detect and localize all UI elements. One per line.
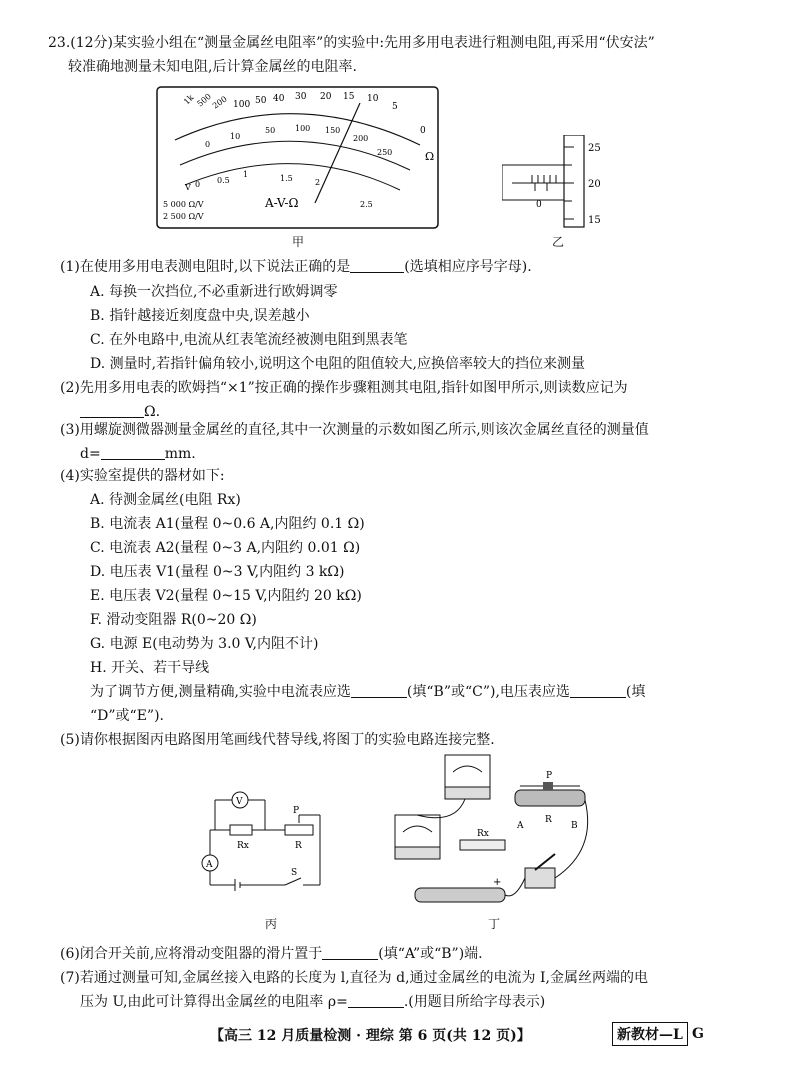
- apparatus-figure: [385, 750, 605, 910]
- question-stem-line1: 23.(12分)某实验小组在“测量金属丝电阻率”的实验中:先用多用电表进行粗测电阻,再采用“伏安法”: [48, 35, 655, 51]
- meter-ohm-tick-100: 100: [233, 100, 251, 110]
- meter-ohm-tick-200: 200: [210, 94, 229, 111]
- q4-item-h: H. 开关、若干导线: [90, 660, 210, 676]
- circuit-p: P: [293, 806, 300, 816]
- meter-ohm-tick-500: 500: [195, 91, 213, 109]
- apparatus-rx: Rx: [477, 829, 489, 839]
- q6-line: [60, 945, 483, 963]
- q4-item-g: G. 电源 E(电动势为 3.0 V,内阻不计): [90, 636, 319, 652]
- q7-line2-pre: 压为 U,由此可计算得出金属丝的电阻率 ρ=: [80, 994, 348, 1010]
- q1-prompt-post: (选填相应序号字母).: [404, 259, 532, 275]
- q4-item-a: A. 待测金属丝(电阻 Rx): [90, 492, 241, 508]
- q2-line1: (2)先用多用电表的欧姆挡“×1”按正确的操作步骤粗测其电阻,指针如图甲所示,则读数应记为: [60, 380, 628, 396]
- meter-ohm-tick-40: 40: [273, 94, 285, 104]
- q1-option-c: C. 在外电路中,电流从红表笔流经被测电阻到黑表笔: [90, 332, 408, 348]
- meter-a-tick-2: 2: [315, 178, 321, 187]
- q2-unit: Ω.: [144, 404, 161, 420]
- q4-item-c: C. 电流表 A2(量程 0~3 A,内阻约 0.01 Ω): [90, 540, 361, 556]
- apparatus-p: P: [546, 771, 553, 781]
- multimeter-dial-figure: [155, 85, 440, 230]
- meter-ohm-tick-50: 50: [255, 96, 267, 106]
- q7-line2-post: .(用题目所给字母表示): [403, 994, 546, 1010]
- meter-ohm-tick-30: 30: [295, 92, 307, 102]
- meter-sensitivity-1: 5 000 Ω/V: [163, 200, 204, 209]
- q3-answer-blank[interactable]: [101, 445, 165, 460]
- q4-select-line1: [90, 683, 645, 701]
- circuit-switch-s: S: [291, 868, 298, 878]
- q7-answer-blank[interactable]: [348, 993, 404, 1008]
- meter-v-tick-100: 100: [295, 124, 311, 133]
- meter-ohm-tick-20: 20: [320, 92, 332, 102]
- edition-tag: 新教材—L: [612, 1022, 688, 1046]
- q4-item-f: F. 滑动变阻器 R(0~20 Ω): [90, 612, 257, 628]
- q5-text: (5)请你根据图丙电路图用笔画线代替导线,将图丁的实验电路连接完整.: [60, 732, 495, 748]
- q1-answer-blank[interactable]: [350, 258, 404, 273]
- figure-caption-ding: 丁: [488, 917, 501, 931]
- meter-ohm-tick-10: 10: [367, 94, 379, 104]
- q1-option-a: A. 每换一次挡位,不必重新进行欧姆调零: [90, 284, 338, 300]
- micrometer-tick-15: 15: [588, 215, 601, 226]
- meter-ohm-tick-15: 15: [343, 92, 355, 102]
- q4-item-e: E. 电压表 V2(量程 0~15 V,内阻约 20 kΩ): [90, 588, 362, 604]
- meter-ac-tick-1: 1: [243, 170, 249, 179]
- q6-post: (填“A”或“B”)端.: [378, 946, 483, 962]
- apparatus-r: R: [545, 815, 552, 825]
- question-stem-line2: 较准确地测量未知电阻,后计算金属丝的电阻率.: [68, 59, 357, 75]
- apparatus-b: B: [571, 821, 578, 831]
- apparatus-battery-plus: +: [493, 877, 502, 888]
- q6-answer-blank[interactable]: [322, 945, 378, 960]
- q2-line2: [80, 403, 160, 421]
- q4-select-pre: 为了调节方便,测量精确,实验中电流表应选: [90, 684, 351, 700]
- q1-option-d: D. 测量时,若指针偏角较小,说明这个电阻的阻值较大,应换倍率较大的挡位来测量: [90, 356, 585, 372]
- circuit-r: R: [295, 841, 302, 851]
- q4-intro: (4)实验室提供的器材如下:: [60, 468, 225, 484]
- meter-ohm-tick-5: 5: [392, 102, 398, 112]
- micrometer-tick-20: 20: [588, 179, 601, 190]
- meter-v-tick-0: 0: [205, 140, 211, 149]
- meter-a-tick-2-5: 2.5: [360, 200, 373, 209]
- q3-line2: [80, 445, 196, 463]
- micrometer-zero: 0: [536, 200, 542, 210]
- q6-pre: (6)闭合开关前,应将滑动变阻器的滑片置于: [60, 946, 323, 962]
- meter-ac-tick-0-5: 0.5: [217, 176, 230, 185]
- q4-select-line2: “D”或“E”).: [90, 708, 164, 724]
- meter-ohm-symbol: Ω: [425, 150, 435, 163]
- edition-suffix: G: [692, 1026, 704, 1042]
- circuit-diagram-figure: [195, 785, 335, 900]
- q3-d-label: d=: [80, 446, 101, 462]
- circuit-ammeter-a: A: [206, 860, 213, 870]
- q4-select-post: (填: [625, 684, 646, 700]
- q1-option-b: B. 指针越接近刻度盘中央,误差越小: [90, 308, 310, 324]
- q7-line2: [80, 993, 545, 1011]
- meter-v-tick-10: 10: [230, 132, 241, 141]
- meter-center-label: A-V-Ω: [265, 196, 299, 210]
- meter-sensitivity-2: 2 500 Ω/V: [163, 212, 204, 221]
- meter-v-tick-150: 150: [325, 126, 341, 135]
- footer-text: 【高三 12 月质量检测 · 理综 第 6 页(共 12 页)】: [210, 1028, 531, 1044]
- figure-caption-bing: 丙: [265, 917, 278, 931]
- meter-v-tick-250: 250: [377, 148, 393, 157]
- figure-caption-jia: 甲: [292, 235, 305, 249]
- meter-a-tick-1-5: 1.5: [280, 174, 293, 183]
- q1-prompt: [60, 258, 532, 276]
- q7-line1: (7)若通过测量可知,金属丝接入电路的长度为 l,直径为 d,通过金属丝的电流为 I,金属丝两端的电: [60, 970, 648, 986]
- circuit-rx: Rx: [237, 841, 249, 851]
- micrometer-figure: [502, 135, 612, 230]
- q4-item-b: B. 电流表 A1(量程 0~0.6 A,内阻约 0.1 Ω): [90, 516, 365, 532]
- q4-select-mid: (填“B”或“C”),电压表应选: [406, 684, 570, 700]
- apparatus-a: A: [517, 821, 524, 831]
- q2-answer-blank[interactable]: [80, 403, 144, 418]
- q4-ammeter-blank[interactable]: [351, 683, 407, 698]
- q3-line1: (3)用螺旋测微器测量金属丝的直径,其中一次测量的示数如图乙所示,则该次金属丝直径的测量值: [60, 422, 649, 438]
- q3-unit: mm.: [164, 446, 196, 462]
- q4-voltmeter-blank[interactable]: [570, 683, 626, 698]
- meter-ohm-tick-0: 0: [420, 126, 426, 136]
- meter-ac-tick-0: 0: [195, 180, 201, 189]
- meter-v-tick-50: 50: [265, 126, 276, 135]
- q1-prompt-pre: (1)在使用多用电表测电阻时,以下说法正确的是: [60, 259, 351, 275]
- meter-ohm-tick-1k: 1k: [182, 93, 196, 107]
- meter-v-tick-200: 200: [353, 134, 369, 143]
- circuit-voltmeter-v: V: [236, 797, 243, 807]
- figure-caption-yi: 乙: [552, 235, 565, 249]
- meter-v-mark: V: [185, 183, 191, 192]
- micrometer-tick-25: 25: [588, 143, 601, 154]
- q4-item-d: D. 电压表 V1(量程 0~3 V,内阻约 3 kΩ): [90, 564, 345, 580]
